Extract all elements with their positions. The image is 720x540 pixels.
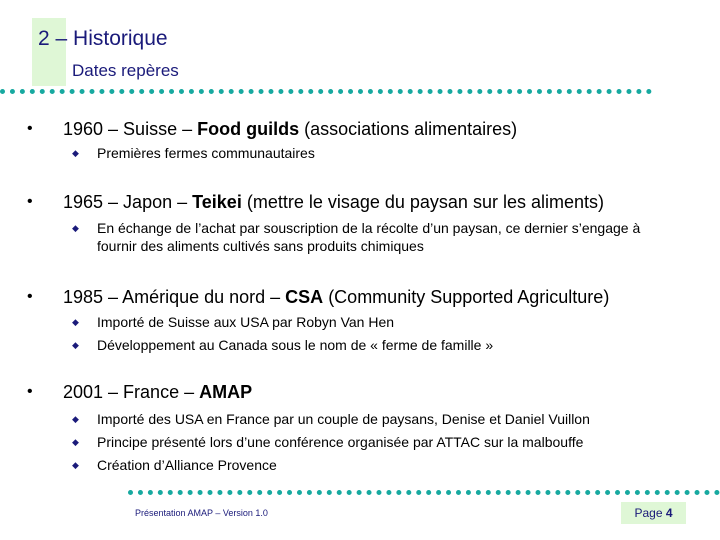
dotted-divider-top xyxy=(0,89,652,94)
section-heading: 2001 – France – AMAP xyxy=(63,382,253,402)
section-heading: 1960 – Suisse – Food guilds (associations alimentaires) xyxy=(63,119,518,139)
diamond-bullet-icon: ◆ xyxy=(72,223,79,233)
page-number-badge: Page 4 xyxy=(621,502,686,524)
bullet-icon: • xyxy=(27,288,33,305)
bullet-icon: • xyxy=(27,120,33,137)
slide-subtitle: Dates repères xyxy=(72,61,179,80)
section-heading: 1985 – Amérique du nord – CSA (Community Supported Agriculture) xyxy=(63,287,610,307)
diamond-bullet-icon: ◆ xyxy=(72,317,79,327)
bullet-icon: • xyxy=(27,193,33,210)
diamond-bullet-icon: ◆ xyxy=(72,148,79,158)
diamond-bullet-icon: ◆ xyxy=(72,414,79,424)
section-heading: 1965 – Japon – Teikei (mettre le visage du paysan sur les aliments) xyxy=(63,192,604,212)
diamond-bullet-icon: ◆ xyxy=(72,437,79,447)
slide-title: 2 – Historique xyxy=(38,27,168,50)
dotted-divider-bottom xyxy=(128,490,720,495)
diamond-bullet-icon: ◆ xyxy=(72,460,79,470)
diamond-bullet-icon: ◆ xyxy=(72,340,79,350)
footer-presentation-label: Présentation AMAP – Version 1.0 xyxy=(135,508,268,518)
bullet-icon: • xyxy=(27,383,33,400)
